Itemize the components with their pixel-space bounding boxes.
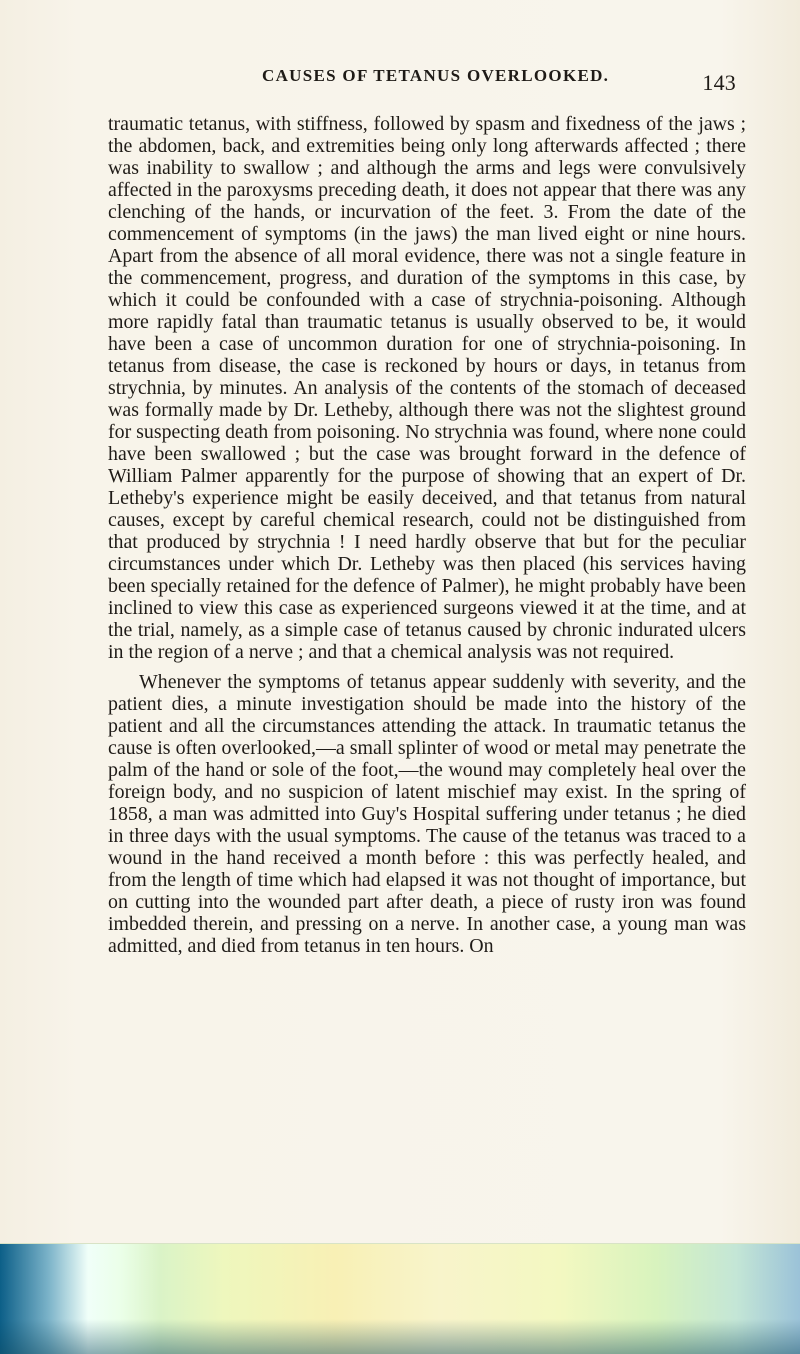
page-body xyxy=(108,113,746,957)
paragraph-1: traumatic tetanus, with stiffness, followed by spasm and fixedness of the jaws ; the abdomen, back, and extremities being only long afterwards affected ; there was inability to swallow ; and although the arms and legs were convulsively affected in the paroxysms preceding death, it does not appear that there was any clenching of the hands, or incurvation of the feet. 3. From the date of the commencement of symptoms (in the jaws) the man lived eight or nine hours. Apart from the absence of all moral evidence, there was not a single feature in the commencement, progress, and duration of the symptoms in this case, by which it could be confounded with a case of strychnia-poisoning. Although more rapidly fatal than traumatic tetanus is usually observed to be, it would have been a case of uncommon duration for one of strychnia-poisoning. In tetanus from disease, the case is reckoned by hours or days, in tetanus from strychnia, by minutes. An analysis of the contents of the stomach of deceased was formally made by Dr. Letheby, although there was not the slightest ground for suspecting death from poisoning. No strychnia was found, where none could have been swallowed ; but the case was brought forward in the defence of William Palmer apparently for the purpose of showing that an expert of Dr. Letheby's experience might be easily deceived, and that tetanus from natural causes, except by careful chemical research, could not be distinguished from that produced by strychnia ! I need hardly observe that but for the peculiar circumstances under which Dr. Letheby was then placed (his services having been specially retained for the defence of Palmer), he might probably have been inclined to view this case as experienced surgeons viewed it at the time, and at the trial, namely, as a simple case of tetanus caused by chronic indurated ulcers in the region of a nerve ; and that a chemical analysis was not required. xyxy=(108,113,747,663)
scan-edge-shadow xyxy=(0,1319,800,1354)
paragraph-2: Whenever the symptoms of tetanus appear suddenly with severity, and the patient dies, a minute investigation should be made into the history of the patient and all the circumstances attending the attack. In traumatic tetanus the cause is often overlooked,—a small splinter of wood or metal may penetrate the palm of the hand or sole of the foot,—the wound may completely heal over the foreign body, and no suspicion of latent mischief may exist. In the spring of 1858, a man was admitted into Guy's Hospital suffering under tetanus ; he died in three days with the usual symptoms. The cause of the tetanus was traced to a wound in the hand received a month before : this was perfectly healed, and from the length of time which had elapsed it was not thought of importance, but on cutting into the wounded part after death, a piece of rusty iron was found imbedded therein, and pressing on a nerve. In another case, a young man was admitted, and died from tetanus in ten hours. On xyxy=(108,671,746,957)
running-head-title: CAUSES OF TETANUS OVERLOOKED. xyxy=(262,66,610,85)
page-number: 143 xyxy=(702,70,736,95)
running-head xyxy=(110,52,736,102)
